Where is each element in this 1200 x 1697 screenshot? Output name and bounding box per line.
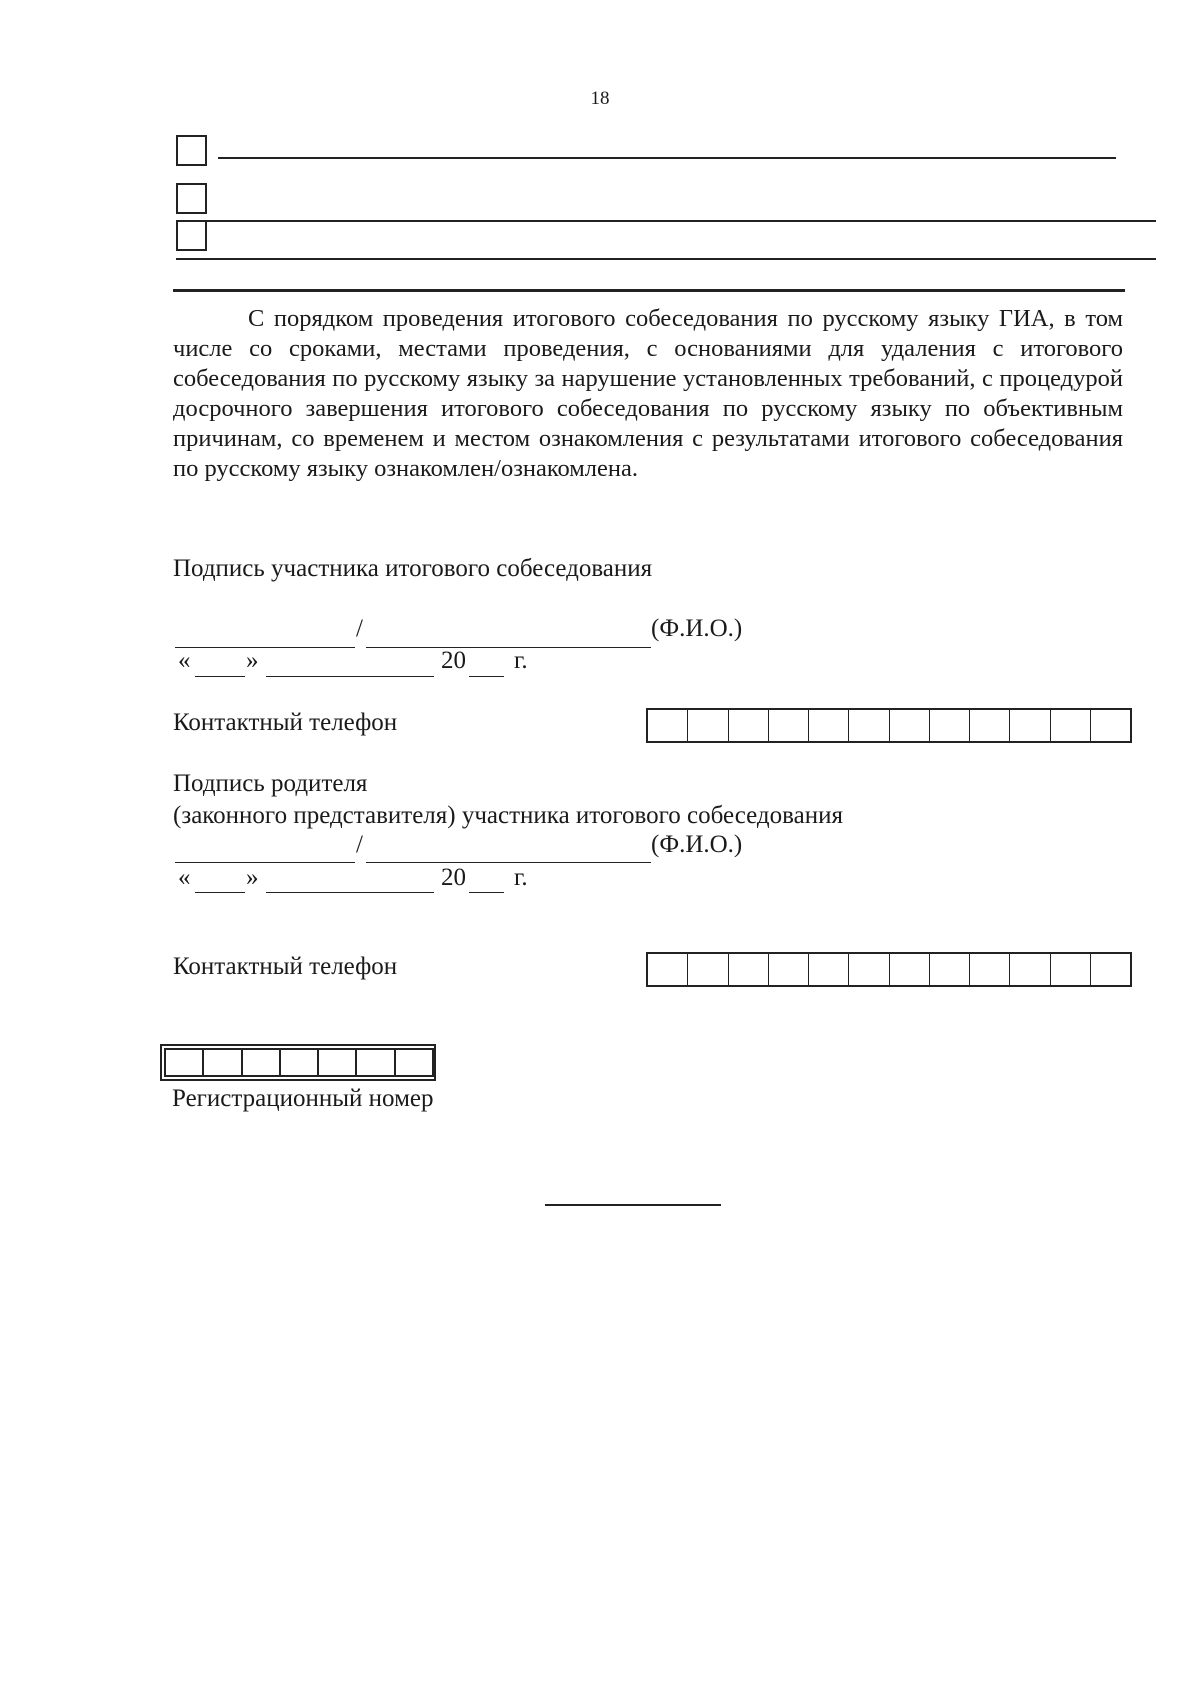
registration-cell[interactable] xyxy=(279,1048,319,1077)
agreement-paragraph: С порядком проведения итогового собеседования по русскому языку ГИА, в том числе со сроками, местами проведения, с основаниями для удаления с итогового собеседования по русскому языку за нарушение установленных требований, с процедурой досрочного завершения итогового собеседования по русскому языку по объективным причинам, со временем и местом ознакомления с результатами итогового собеседования по русскому языку ознакомлен/ознакомлена. xyxy=(173,305,1123,482)
parent-date-close-quote: » xyxy=(246,864,259,891)
phone-cell[interactable] xyxy=(849,710,889,741)
participant-signature-field[interactable] xyxy=(175,647,355,648)
registration-cell[interactable] xyxy=(394,1048,434,1077)
registration-cell[interactable] xyxy=(202,1048,242,1077)
registration-cell[interactable] xyxy=(355,1048,395,1077)
parent-fio-field[interactable] xyxy=(366,862,651,863)
participant-date-close-quote: » xyxy=(246,647,259,674)
phone-cell[interactable] xyxy=(769,954,809,985)
phone-cell[interactable] xyxy=(688,710,728,741)
registration-number-label: Регистрационный номер xyxy=(172,1085,434,1112)
option-checkbox-2[interactable] xyxy=(176,183,207,214)
parent-year-suffix: г. xyxy=(514,864,528,891)
participant-fio-label: (Ф.И.О.) xyxy=(651,615,743,642)
parent-phone-label: Контактный телефон xyxy=(173,953,398,980)
registration-cell[interactable] xyxy=(317,1048,357,1077)
option-line-2[interactable] xyxy=(176,220,1156,222)
phone-cell[interactable] xyxy=(849,954,889,985)
parent-date-open-quote: « xyxy=(178,864,191,891)
parent-signature-label-line2: (законного представителя) участника итогового собеседования xyxy=(173,802,843,829)
phone-cell[interactable] xyxy=(1091,954,1130,985)
phone-cell[interactable] xyxy=(1010,710,1050,741)
parent-phone-input[interactable] xyxy=(646,952,1132,987)
phone-cell[interactable] xyxy=(809,710,849,741)
phone-cell[interactable] xyxy=(1091,710,1130,741)
participant-phone-input[interactable] xyxy=(646,708,1132,743)
phone-cell[interactable] xyxy=(648,954,688,985)
parent-year-prefix: 20 xyxy=(441,864,466,891)
participant-day-field[interactable] xyxy=(195,676,245,677)
option-line-1[interactable] xyxy=(218,157,1116,159)
parent-signature-label-line1: Подпись родителя xyxy=(173,770,368,797)
participant-year-prefix: 20 xyxy=(441,647,466,674)
registration-number-input[interactable] xyxy=(160,1044,436,1081)
phone-cell[interactable] xyxy=(970,710,1010,741)
participant-fio-field[interactable] xyxy=(366,647,651,648)
phone-cell[interactable] xyxy=(648,710,688,741)
participant-phone-label: Контактный телефон xyxy=(173,709,398,736)
phone-cell[interactable] xyxy=(729,710,769,741)
registration-cell[interactable] xyxy=(164,1048,204,1077)
phone-cell[interactable] xyxy=(1051,710,1091,741)
phone-cell[interactable] xyxy=(769,710,809,741)
end-rule xyxy=(545,1204,721,1206)
participant-signature-label: Подпись участника итогового собеседования xyxy=(173,555,653,582)
participant-year-suffix: г. xyxy=(514,647,528,674)
phone-cell[interactable] xyxy=(1051,954,1091,985)
phone-cell[interactable] xyxy=(890,954,930,985)
parent-month-field[interactable] xyxy=(266,892,434,893)
phone-cell[interactable] xyxy=(688,954,728,985)
participant-date-open-quote: « xyxy=(178,647,191,674)
parent-slash: / xyxy=(356,831,363,858)
section-divider xyxy=(173,289,1125,292)
option-checkbox-3[interactable] xyxy=(176,220,207,251)
parent-day-field[interactable] xyxy=(195,892,245,893)
phone-cell[interactable] xyxy=(729,954,769,985)
phone-cell[interactable] xyxy=(1010,954,1050,985)
phone-cell[interactable] xyxy=(890,710,930,741)
registration-cell[interactable] xyxy=(241,1048,281,1077)
phone-cell[interactable] xyxy=(809,954,849,985)
option-line-3[interactable] xyxy=(176,258,1156,260)
parent-fio-label: (Ф.И.О.) xyxy=(651,831,743,858)
page-number: 18 xyxy=(590,88,610,109)
phone-cell[interactable] xyxy=(970,954,1010,985)
parent-signature-field[interactable] xyxy=(175,862,355,863)
participant-slash: / xyxy=(356,615,363,642)
phone-cell[interactable] xyxy=(930,710,970,741)
phone-cell[interactable] xyxy=(930,954,970,985)
parent-year-field[interactable] xyxy=(469,892,504,893)
option-checkbox-1[interactable] xyxy=(176,135,207,166)
participant-month-field[interactable] xyxy=(266,676,434,677)
participant-year-field[interactable] xyxy=(469,676,504,677)
